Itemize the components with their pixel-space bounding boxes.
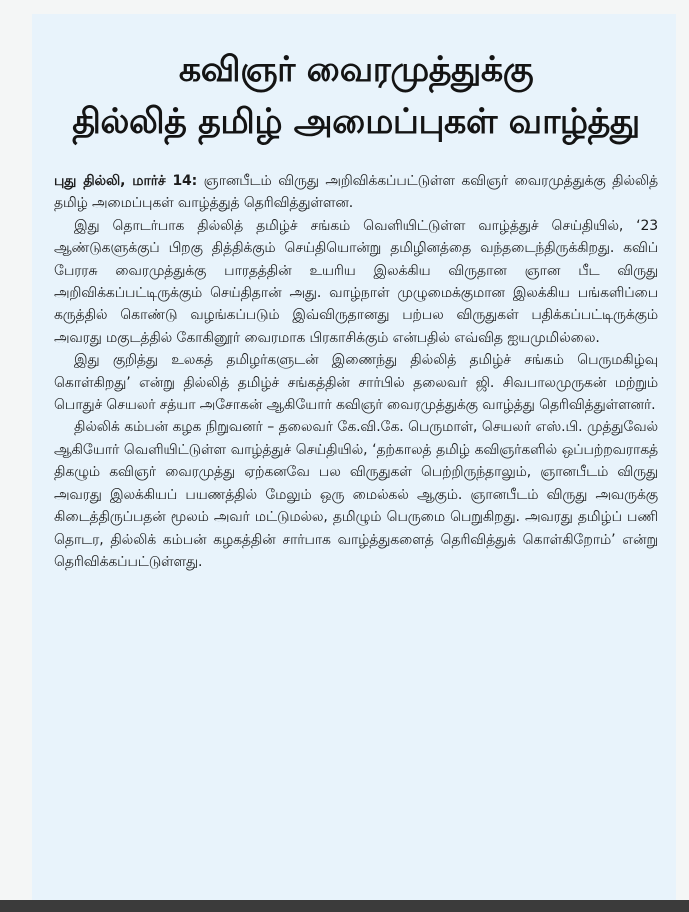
bottom-strip <box>0 900 689 912</box>
dateline: புது தில்லி, மார்ச் 14: <box>54 173 198 189</box>
headline-line-2: தில்லித் தமிழ் அமைப்புகள் வாழ்த்து <box>72 102 640 142</box>
paragraph-text: ஞானபீடம் விருது அறிவிக்கப்பட்டுள்ள கவிஞர் வைரமுத்துக்கு தில்லித் தமிழ் அமைப்புகள் வாழ்த்துத் தெரிவித்துள்ளன. <box>54 173 658 212</box>
article-body <box>54 170 658 573</box>
article-paragraph-4: தில்லிக் கம்பன் கழக நிறுவனர் – தலைவர் கே.வி.கே. பெருமாள், செயலர் எஸ்.பி. முத்துவேல் ஆகியோர் வெளியிட்டுள்ள வாழ்த்துச் செய்தியில், ‘தற்காலத் தமிழ் கவிஞர்களில் ஒப்பற்றவராகத் திகழும் கவிஞர் வைரமுத்து ஏற்கனவே பல விருதுகள் பெற்றிருந்தாலும், ஞானபீடம் விருது அவரது இலக்கியப் பயணத்தில் மேலும் ஒரு மைல்கல் ஆகும். ஞானபீடம் விருது அவருக்கு கிடைத்திருப்பதன் மூலம் அவர் மட்டுமல்ல, தமிழும் பெருமை பெறுகிறது. அவரது தமிழ்ப் பணி தொடர, தில்லிக் கம்பன் கழகத்தின் சார்பாக வாழ்த்துகளைத் தெரிவித்துக் கொள்கிறோம்’ என்று தெரிவிக்கப்பட்டுள்ளது. <box>54 419 658 570</box>
article-paragraph-2: இது தொடர்பாக தில்லித் தமிழ்ச் சங்கம் வெளியிட்டுள்ள வாழ்த்துச் செய்தியில், ‘23 ஆண்டுகளுக்குப் பிறகு தித்திக்கும் செய்தியொன்று தமிழினத்தை வந்தடைந்திருக்கிறது. கவிப் பேரரசு வைரமுத்துக்கு பாரதத்தின் உயரிய இலக்கிய விருதான ஞான பீட விருது அறிவிக்கப்பட்டிருக்கும் செய்திதான் அது. வாழ்நாள் முழுமைக்குமான இலக்கிய பங்களிப்பை கருத்தில் கொண்டு வழங்கப்படும் இவ்விருதானது பற்பல விருதுகள் பதிக்கப்பட்டிருக்கும் அவரது மகுடத்தில் கோகினூர் வைரமாக பிரகாசிக்கும் என்பதில் எவ்வித ஐயமுமில்லை. <box>54 217 658 346</box>
article-paragraph-3: இது குறித்து உலகத் தமிழர்களுடன் இணைந்து தில்லித் தமிழ்ச் சங்கம் பெருமகிழ்வு கொள்கிறது’ என்று தில்லித் தமிழ்ச் சங்கத்தின் சார்பில் தலைவர் ஜி. சிவபாலமுருகன் மற்றும் பொதுச் செயலர் சத்யா அசோகன் ஆகியோர் கவிஞர் வைரமுத்துக்கு வாழ்த்து தெரிவித்துள்ளனர். <box>54 352 658 414</box>
headline-line-1: கவிஞர் வைரமுத்துக்கு <box>178 50 534 90</box>
article-paragraph-1 <box>54 170 658 215</box>
news-clipping <box>32 14 676 900</box>
headline <box>54 44 658 148</box>
